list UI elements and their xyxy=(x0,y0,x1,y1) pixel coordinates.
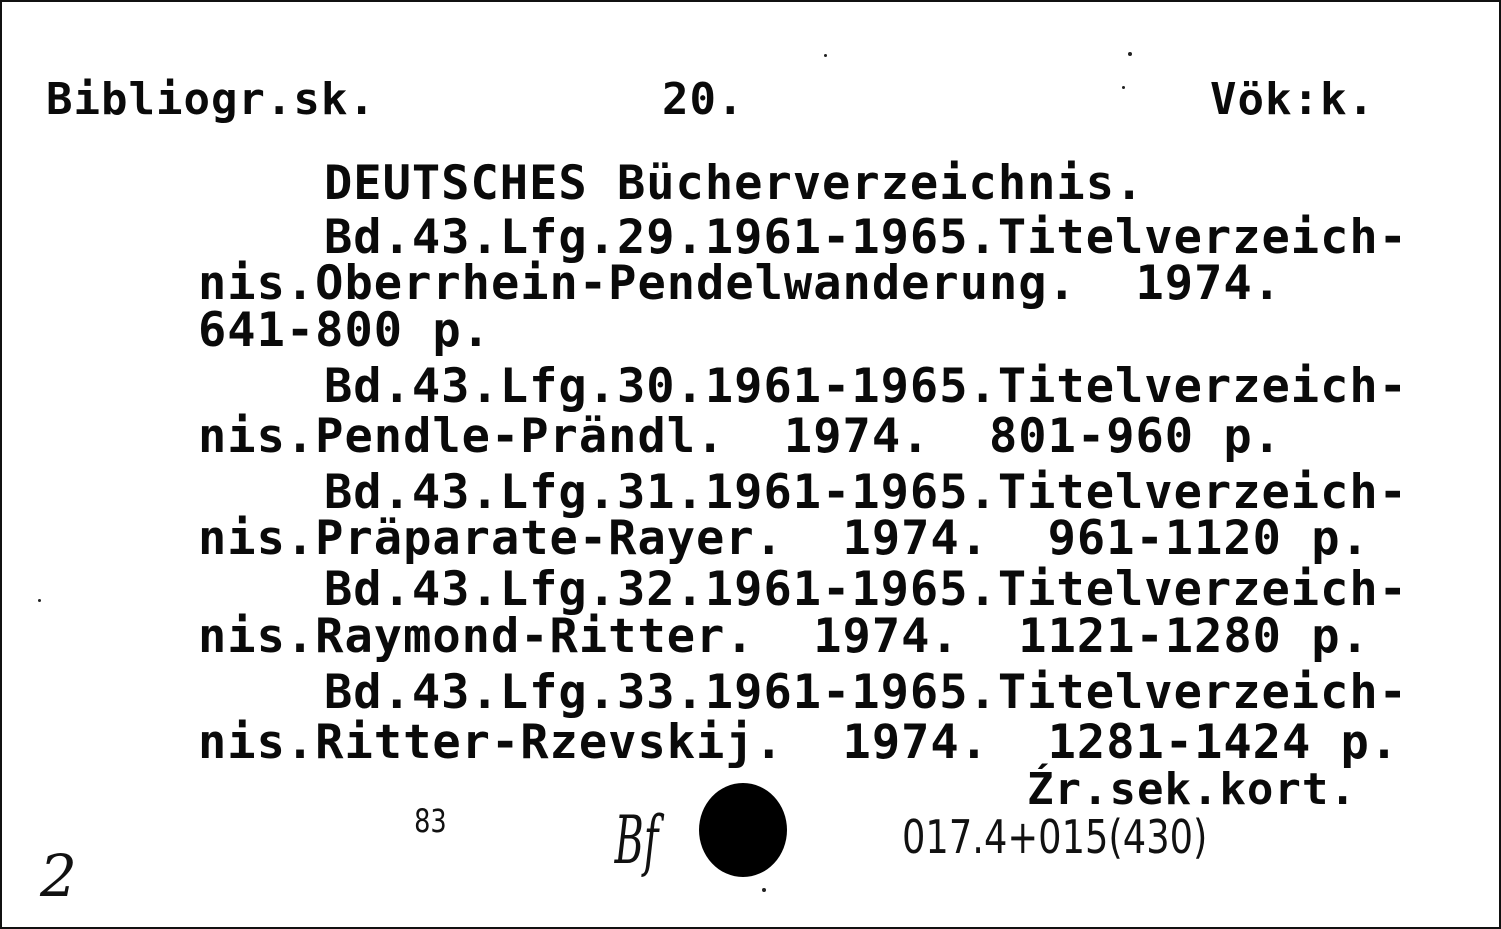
entry-source-note: Źr.sek.kort. xyxy=(1027,764,1357,815)
handwritten-initials: Bf xyxy=(614,802,659,879)
scan-speck xyxy=(762,888,766,892)
scan-speck xyxy=(38,599,41,602)
header-drawer-number: 20. xyxy=(662,74,745,125)
entry-volume-continuation: nis.Raymond-Ritter. 1974. 1121-1280 p. xyxy=(198,609,1370,664)
handwritten-count: 83 xyxy=(414,802,447,840)
entry-title-line: DEUTSCHES Bücherverzeichnis. xyxy=(324,156,1145,211)
handwritten-corner-number: 2 xyxy=(40,842,77,910)
entry-volume-continuation: nis.Pendle-Prändl. 1974. 801-960 p. xyxy=(198,409,1282,464)
entry-volume-continuation: nis.Oberrhein-Pendelwanderung. 1974. xyxy=(198,256,1282,311)
entry-volume-line: Bd.43.Lfg.31.1961-1965.Titelverzeich- xyxy=(324,465,1408,520)
entry-volume-line: Bd.43.Lfg.33.1961-1965.Titelverzeich- xyxy=(324,665,1408,720)
entry-volume-line: Bd.43.Lfg.30.1961-1965.Titelverzeich- xyxy=(324,359,1408,414)
header-location-code: Vök:k. xyxy=(1210,74,1375,125)
entry-volume-continuation: nis.Präparate-Rayer. 1974. 961-1120 p. xyxy=(198,511,1370,566)
entry-volume-continuation: nis.Ritter-Rzevskij. 1974. 1281-1424 p. xyxy=(198,715,1400,770)
punch-hole xyxy=(699,783,787,877)
entry-volume-line: Bd.43.Lfg.32.1961-1965.Titelverzeich- xyxy=(324,562,1408,617)
scan-speck xyxy=(1128,52,1132,56)
scan-speck xyxy=(1122,86,1125,89)
entry-volume-line: Bd.43.Lfg.29.1961-1965.Titelverzeich- xyxy=(324,210,1408,265)
scan-speck xyxy=(824,54,827,57)
handwritten-classification: 017.4+015(430) xyxy=(902,810,1208,864)
entry-pages-line: 641-800 p. xyxy=(198,303,491,358)
header-section-label: Bibliogr.sk. xyxy=(46,74,376,125)
